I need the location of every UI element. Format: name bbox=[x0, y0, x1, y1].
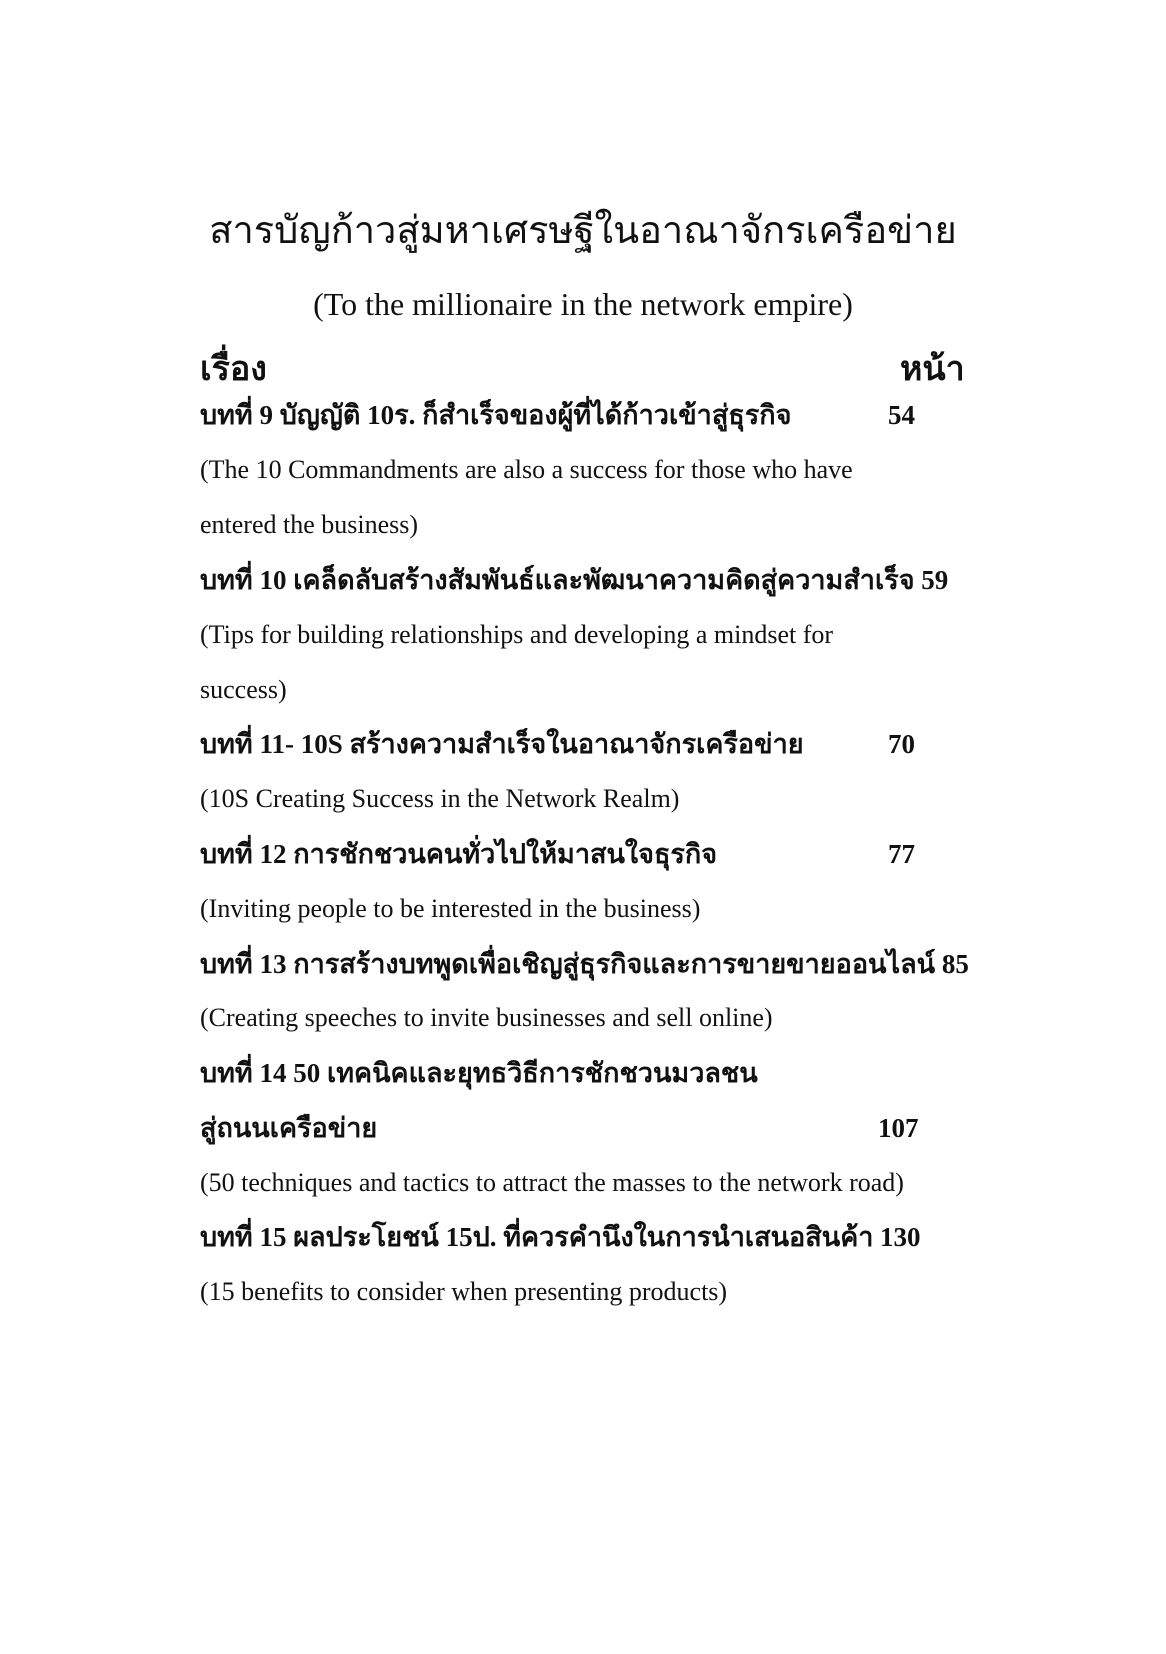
toc-subtitle: (To the millionaire in the network empire) bbox=[313, 286, 853, 322]
toc-entry-page: 54 bbox=[888, 400, 915, 430]
toc-entry-english: (Creating speeches to invite businesses and sell online) bbox=[200, 1003, 773, 1032]
toc-entry-thai: บทที่ 10 เคล็ดลับสร้างสัมพันธ์และพัฒนาความคิดสู่ความสำเร็จ 59 bbox=[200, 565, 949, 595]
toc-entry-page: 130 bbox=[880, 1222, 921, 1252]
toc-entry-thai: บทที่ 12 การชักชวนคนทั่วไปให้มาสนใจธุรกิจ bbox=[200, 839, 718, 869]
toc-entry-page: 77 bbox=[888, 839, 915, 869]
toc-entry-english: (15 benefits to consider when presenting products) bbox=[200, 1277, 728, 1306]
toc-entry-english: (The 10 Commandments are also a success for those who have bbox=[200, 455, 853, 484]
toc-entry-thai: บทที่ 13 การสร้างบทพูดเพื่อเชิญสู่ธุรกิจและการขายขายออนไลน์ 85 bbox=[200, 949, 969, 979]
toc-entry-english: (10S Creating Success in the Network Realm) bbox=[200, 784, 680, 813]
toc-entry-english: (Inviting people to be interested in the business) bbox=[200, 894, 701, 923]
toc-entry-english: (Tips for building relationships and developing a mindset for bbox=[200, 620, 834, 649]
toc-entry-english-cont: entered the business) bbox=[200, 510, 419, 539]
column-header-topic: เรื่อง bbox=[200, 351, 267, 388]
toc-entry-thai: บทที่ 15 ผลประโยชน์ 15ป. ที่ควรคำนึงในการนำเสนอสินค้า bbox=[200, 1222, 874, 1252]
toc-entry-thai: บทที่ 9 บัญญัติ 10ร. ก็สำเร็จของผู้ที่ได้ก้าวเข้าสู่ธุรกิจ bbox=[200, 400, 792, 430]
toc-entry-english-cont: success) bbox=[200, 675, 287, 704]
toc-entry-thai-cont: สู่ถนนเครือข่าย bbox=[200, 1113, 378, 1143]
toc-entry-page: 70 bbox=[888, 729, 915, 759]
toc-entry-page: 107 bbox=[878, 1113, 919, 1143]
toc-entry-thai: บทที่ 11- 10S สร้างความสำเร็จในอาณาจักรเครือข่าย bbox=[200, 729, 804, 759]
toc-title: สารบัญก้าวสู่มหาเศรษฐีในอาณาจักรเครือข่าย bbox=[209, 210, 957, 252]
column-header-page: หน้า bbox=[900, 351, 965, 388]
toc-entry-english: (50 techniques and tactics to attract the masses to the network road) bbox=[200, 1168, 904, 1197]
toc-entry-thai: บทที่ 14 50 เทคนิคและยุทธวิธีการชักชวนมวลชน bbox=[200, 1058, 758, 1088]
